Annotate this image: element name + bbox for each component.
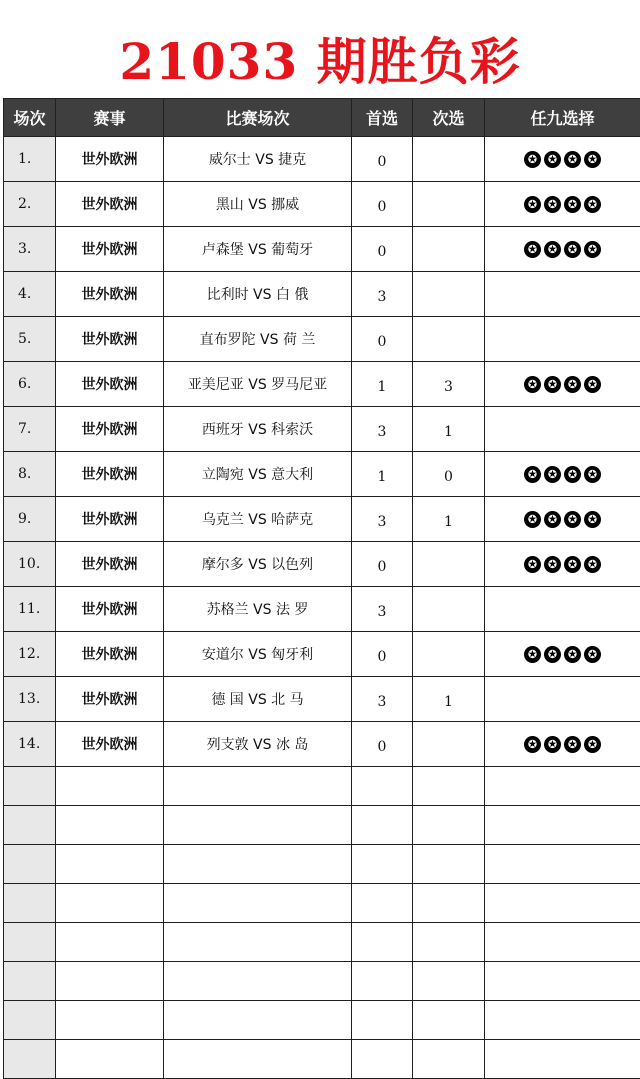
empty-cell <box>4 884 56 923</box>
row-match: 威尔士 VS 捷克 <box>164 137 352 182</box>
row-first-pick: 3 <box>352 272 413 317</box>
row-pick9 <box>485 677 640 722</box>
empty-cell <box>485 1040 640 1079</box>
empty-cell <box>164 962 352 1001</box>
empty-cell <box>164 923 352 962</box>
row-event: 世外欧洲 <box>56 497 164 542</box>
row-index: 10. <box>4 542 56 587</box>
empty-cell <box>164 806 352 845</box>
row-match: 列支敦 VS 冰 岛 <box>164 722 352 767</box>
star-group <box>524 376 601 393</box>
star-group <box>524 556 601 573</box>
empty-cell <box>164 767 352 806</box>
row-first-pick: 1 <box>352 452 413 497</box>
empty-cell <box>413 767 485 806</box>
empty-cell <box>413 884 485 923</box>
star-icon: ✪ <box>564 241 581 258</box>
row-second-pick <box>413 722 485 767</box>
empty-cell <box>56 1040 164 1079</box>
star-icon: ✪ <box>564 196 581 213</box>
star-icon: ✪ <box>544 376 561 393</box>
empty-cell <box>413 962 485 1001</box>
empty-cell <box>352 767 413 806</box>
empty-cell <box>164 845 352 884</box>
row-pick9 <box>485 317 640 362</box>
lottery-table <box>3 98 640 1079</box>
header-first: 首选 <box>352 99 413 137</box>
empty-row <box>4 845 640 884</box>
table-row <box>4 182 640 227</box>
header-match: 比赛场次 <box>164 99 352 137</box>
empty-row <box>4 923 640 962</box>
row-event: 世外欧洲 <box>56 137 164 182</box>
row-pick9 <box>485 272 640 317</box>
empty-cell <box>352 806 413 845</box>
star-icon: ✪ <box>564 646 581 663</box>
star-icon: ✪ <box>564 736 581 753</box>
star-icon: ✪ <box>584 556 601 573</box>
star-icon: ✪ <box>564 556 581 573</box>
empty-row <box>4 1001 640 1040</box>
row-first-pick: 3 <box>352 407 413 452</box>
row-pick9 <box>485 497 640 542</box>
empty-row <box>4 767 640 806</box>
empty-cell <box>164 884 352 923</box>
row-match: 直布罗陀 VS 荷 兰 <box>164 317 352 362</box>
row-first-pick: 0 <box>352 722 413 767</box>
empty-cell <box>485 806 640 845</box>
row-match: 黑山 VS 挪威 <box>164 182 352 227</box>
row-event: 世外欧洲 <box>56 272 164 317</box>
empty-cell <box>485 884 640 923</box>
empty-cell <box>56 767 164 806</box>
row-first-pick: 1 <box>352 362 413 407</box>
table-row <box>4 452 640 497</box>
row-index: 7. <box>4 407 56 452</box>
row-index: 14. <box>4 722 56 767</box>
empty-cell <box>56 962 164 1001</box>
row-second-pick <box>413 632 485 677</box>
row-pick9 <box>485 227 640 272</box>
table-row <box>4 407 640 452</box>
empty-row <box>4 962 640 1001</box>
row-first-pick: 0 <box>352 542 413 587</box>
row-index: 3. <box>4 227 56 272</box>
row-second-pick <box>413 542 485 587</box>
empty-cell <box>413 845 485 884</box>
empty-cell <box>56 884 164 923</box>
row-pick9 <box>485 587 640 632</box>
row-match: 苏格兰 VS 法 罗 <box>164 587 352 632</box>
row-match: 卢森堡 VS 葡萄牙 <box>164 227 352 272</box>
empty-cell <box>4 845 56 884</box>
star-icon: ✪ <box>564 376 581 393</box>
empty-row <box>4 806 640 845</box>
star-group <box>524 466 601 483</box>
empty-cell <box>413 1001 485 1040</box>
row-second-pick <box>413 272 485 317</box>
header-second: 次选 <box>413 99 485 137</box>
row-second-pick <box>413 137 485 182</box>
star-icon: ✪ <box>584 376 601 393</box>
row-index: 12. <box>4 632 56 677</box>
empty-cell <box>164 1001 352 1040</box>
star-group <box>524 736 601 753</box>
row-second-pick <box>413 227 485 272</box>
star-group <box>524 196 601 213</box>
row-event: 世外欧洲 <box>56 407 164 452</box>
row-pick9 <box>485 182 640 227</box>
row-event: 世外欧洲 <box>56 227 164 272</box>
row-first-pick: 0 <box>352 182 413 227</box>
table-row <box>4 227 640 272</box>
empty-cell <box>164 1040 352 1079</box>
row-second-pick: 1 <box>413 497 485 542</box>
star-icon: ✪ <box>544 556 561 573</box>
table-row <box>4 632 640 677</box>
empty-row <box>4 1040 640 1079</box>
row-first-pick: 0 <box>352 317 413 362</box>
row-second-pick <box>413 182 485 227</box>
star-icon: ✪ <box>544 241 561 258</box>
empty-cell <box>56 923 164 962</box>
row-match: 比利时 VS 白 俄 <box>164 272 352 317</box>
row-pick9 <box>485 407 640 452</box>
star-icon: ✪ <box>584 466 601 483</box>
row-event: 世外欧洲 <box>56 542 164 587</box>
star-icon: ✪ <box>584 196 601 213</box>
row-pick9 <box>485 137 640 182</box>
row-match: 德 国 VS 北 马 <box>164 677 352 722</box>
star-icon: ✪ <box>524 151 541 168</box>
row-second-pick <box>413 317 485 362</box>
row-event: 世外欧洲 <box>56 677 164 722</box>
star-icon: ✪ <box>544 466 561 483</box>
star-group <box>524 241 601 258</box>
row-event: 世外欧洲 <box>56 632 164 677</box>
star-icon: ✪ <box>564 511 581 528</box>
row-first-pick: 3 <box>352 587 413 632</box>
row-first-pick: 3 <box>352 677 413 722</box>
empty-row <box>4 884 640 923</box>
row-match: 乌克兰 VS 哈萨克 <box>164 497 352 542</box>
row-index: 2. <box>4 182 56 227</box>
empty-cell <box>56 806 164 845</box>
header-pick9: 任九选择 <box>485 99 640 137</box>
empty-cell <box>413 923 485 962</box>
star-icon: ✪ <box>524 466 541 483</box>
table-row <box>4 362 640 407</box>
star-group <box>524 646 601 663</box>
star-icon: ✪ <box>584 646 601 663</box>
star-icon: ✪ <box>544 646 561 663</box>
star-icon: ✪ <box>584 241 601 258</box>
row-index: 11. <box>4 587 56 632</box>
star-icon: ✪ <box>524 196 541 213</box>
table-row <box>4 137 640 182</box>
star-icon: ✪ <box>524 556 541 573</box>
empty-cell <box>485 767 640 806</box>
star-icon: ✪ <box>524 376 541 393</box>
empty-cell <box>352 884 413 923</box>
row-second-pick: 3 <box>413 362 485 407</box>
row-pick9 <box>485 542 640 587</box>
empty-cell <box>352 1040 413 1079</box>
row-match: 亚美尼亚 VS 罗马尼亚 <box>164 362 352 407</box>
star-icon: ✪ <box>584 736 601 753</box>
empty-cell <box>485 962 640 1001</box>
empty-cell <box>352 923 413 962</box>
row-index: 13. <box>4 677 56 722</box>
row-event: 世外欧洲 <box>56 452 164 497</box>
row-event: 世外欧洲 <box>56 587 164 632</box>
row-second-pick: 1 <box>413 677 485 722</box>
row-second-pick: 1 <box>413 407 485 452</box>
row-pick9 <box>485 722 640 767</box>
row-event: 世外欧洲 <box>56 317 164 362</box>
empty-cell <box>4 806 56 845</box>
empty-cell <box>4 923 56 962</box>
empty-cell <box>352 962 413 1001</box>
row-pick9 <box>485 632 640 677</box>
empty-cell <box>485 1001 640 1040</box>
empty-cell <box>352 1001 413 1040</box>
star-icon: ✪ <box>564 151 581 168</box>
empty-cell <box>413 806 485 845</box>
row-second-pick <box>413 587 485 632</box>
table-row <box>4 272 640 317</box>
header-event: 赛事 <box>56 99 164 137</box>
empty-cell <box>352 845 413 884</box>
star-icon: ✪ <box>584 151 601 168</box>
row-first-pick: 0 <box>352 137 413 182</box>
row-match: 西班牙 VS 科索沃 <box>164 407 352 452</box>
empty-cell <box>56 1001 164 1040</box>
star-icon: ✪ <box>524 646 541 663</box>
empty-cell <box>56 845 164 884</box>
row-second-pick: 0 <box>413 452 485 497</box>
empty-cell <box>4 1040 56 1079</box>
star-group <box>524 151 601 168</box>
star-icon: ✪ <box>544 511 561 528</box>
row-index: 8. <box>4 452 56 497</box>
row-index: 9. <box>4 497 56 542</box>
table-body <box>4 137 640 1079</box>
row-index: 5. <box>4 317 56 362</box>
table-row <box>4 587 640 632</box>
star-group <box>524 511 601 528</box>
row-match: 摩尔多 VS 以色列 <box>164 542 352 587</box>
row-first-pick: 3 <box>352 497 413 542</box>
row-index: 6. <box>4 362 56 407</box>
table-row <box>4 317 640 362</box>
star-icon: ✪ <box>544 151 561 168</box>
star-icon: ✪ <box>524 241 541 258</box>
row-index: 1. <box>4 137 56 182</box>
empty-cell <box>4 1001 56 1040</box>
row-event: 世外欧洲 <box>56 722 164 767</box>
row-pick9 <box>485 362 640 407</box>
star-icon: ✪ <box>564 466 581 483</box>
empty-cell <box>413 1040 485 1079</box>
star-icon: ✪ <box>524 511 541 528</box>
row-event: 世外欧洲 <box>56 362 164 407</box>
star-icon: ✪ <box>584 511 601 528</box>
header-index: 场次 <box>4 99 56 137</box>
table-row <box>4 497 640 542</box>
star-icon: ✪ <box>544 736 561 753</box>
row-match: 立陶宛 VS 意大利 <box>164 452 352 497</box>
table-header-row <box>4 99 640 137</box>
row-first-pick: 0 <box>352 632 413 677</box>
row-first-pick: 0 <box>352 227 413 272</box>
page-title: 21033 期胜负彩 <box>0 26 640 98</box>
empty-cell <box>485 923 640 962</box>
star-icon: ✪ <box>544 196 561 213</box>
star-icon: ✪ <box>524 736 541 753</box>
table-row <box>4 722 640 767</box>
row-event: 世外欧洲 <box>56 182 164 227</box>
row-index: 4. <box>4 272 56 317</box>
empty-cell <box>4 767 56 806</box>
row-match: 安道尔 VS 匈牙利 <box>164 632 352 677</box>
row-pick9 <box>485 452 640 497</box>
empty-cell <box>485 845 640 884</box>
table-row <box>4 542 640 587</box>
table-row <box>4 677 640 722</box>
empty-cell <box>4 962 56 1001</box>
